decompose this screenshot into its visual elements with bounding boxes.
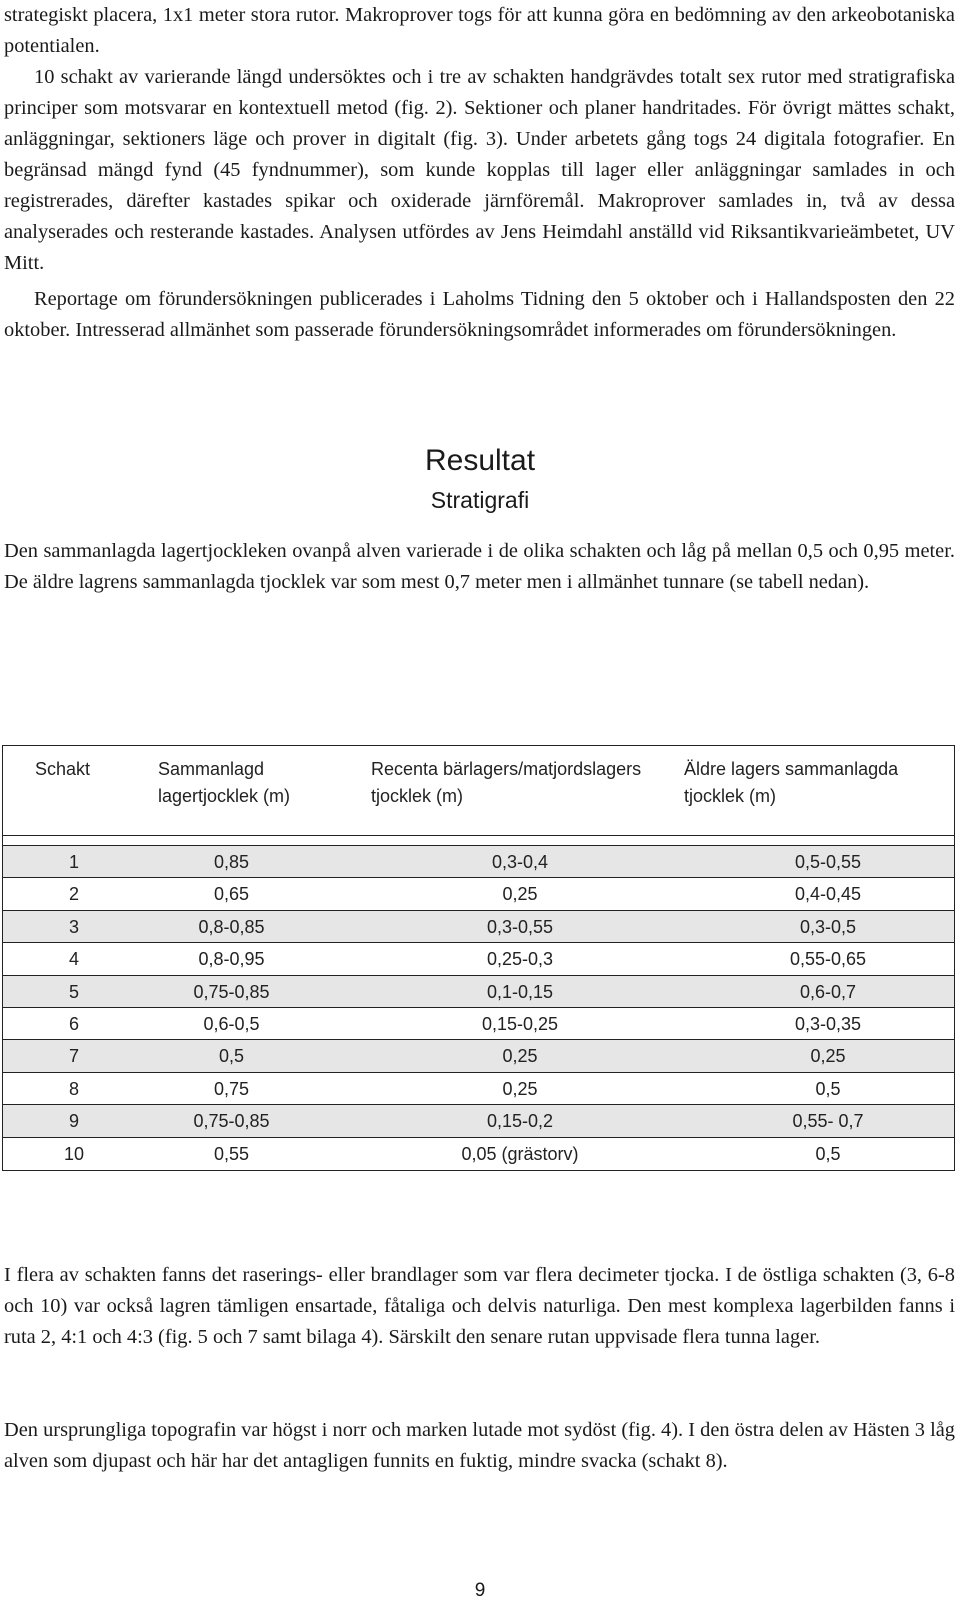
cell-schakt: 9	[68, 1111, 79, 1132]
cell-schakt: 4	[68, 949, 79, 970]
cell-schakt: 8	[68, 1078, 79, 1099]
stratigraphy-table	[2, 745, 955, 1171]
table-row	[3, 1072, 954, 1104]
cell-total-thickness: 0,5	[218, 1046, 245, 1067]
cell-schakt: 1	[68, 852, 79, 872]
table-row	[3, 910, 954, 942]
body-paragraph: strategiskt placera, 1x1 meter stora rutor. Makroprover togs för att kunna göra en bedömning av den arkeobotaniska potentialen.	[4, 4, 955, 57]
cell-older-layers: 0,25	[810, 1046, 846, 1067]
body-paragraph: Den ursprungliga topografin var högst i norr och marken lutade mot sydöst (fig. 4). I den östra delen av Hästen 3 låg alven som djupast och här har det antagligen funnits en fuktig, mindre svacka (schakt 8).	[4, 1419, 955, 1472]
cell-schakt: 10	[63, 1143, 85, 1164]
cell-total-thickness: 0,8-0,85	[198, 916, 265, 937]
table-row	[3, 845, 954, 877]
cell-recent-layers: 0,15-0,2	[486, 1111, 554, 1132]
section-title: Resultat	[424, 444, 536, 477]
cell-recent-layers: 0,25	[502, 884, 538, 905]
body-paragraph: 10 schakt av varierande längd undersöktes och i tre av schakten handgrävdes totalt sex rutor med stratigrafiska principer som motsvarar en kontextuell metod (fig. 2). Sektioner och planer handritades. För övrigt mättes schakt, anläggningar, sektioners läge och prover in digitalt (fig. 3). Under arbetets gång togs 24 digitala fotografier. En begränsad mängd fynd (45 fyndnummer), som kunde kopplas till lager eller anläggningar samlades in och registrerades, därefter kastades spikar och oxiderade järnföremål. Makroprover samlades in, två av dessa analyserades och resterande kastades. Analysen utfördes av Jens Heimdahl anställd vid Riksantikvarieämbetet, UV Mitt.	[4, 66, 955, 274]
table-row	[3, 942, 954, 974]
cell-recent-layers: 0,15-0,25	[481, 1013, 559, 1034]
cell-older-layers: 0,5	[815, 1078, 841, 1099]
table-row	[3, 877, 954, 909]
cell-recent-layers: 0,3-0,55	[486, 916, 554, 937]
body-paragraph: I flera av schakten fanns det raserings- eller brandlager som var flera decimeter tjocka. I de östliga schakten (3, 6-8 och 10) var också lagren tämligen ensartade, fåtaliga och delvis naturliga. Den mest komplexa lagerbilden fanns i ruta 2, 4:1 och 4:3 (fig. 5 och 7 samt bilaga 4). Särskilt den senare rutan uppvisade flera tunna lager.	[4, 1264, 955, 1348]
column-header-schakt: Schakt	[35, 759, 91, 779]
cell-older-layers: 0,55-0,65	[789, 949, 867, 970]
intro-paragraph: Den sammanlagda lagertjockleken ovanpå alven varierade i de olika schakten och låg på mellan 0,5 och 0,95 meter. De äldre lagrens sammanlagda tjocklek var som mest 0,7 meter men i allmänhet tunnare (se tabell nedan).	[4, 540, 955, 593]
cell-schakt: 2	[68, 884, 79, 905]
table-row	[3, 1039, 954, 1071]
cell-total-thickness: 0,6-0,5	[203, 1013, 260, 1034]
cell-total-thickness: 0,8-0,95	[198, 949, 265, 970]
table-row	[3, 975, 954, 1007]
table-body	[3, 845, 954, 1169]
cell-recent-layers: 0,3-0,4	[491, 852, 549, 872]
cell-older-layers: 0,3-0,5	[799, 916, 857, 937]
table-row	[3, 1137, 954, 1169]
cell-total-thickness: 0,75-0,85	[193, 981, 270, 1002]
cell-older-layers: 0,55- 0,7	[792, 1111, 864, 1132]
cell-recent-layers: 0,25	[502, 1046, 538, 1067]
column-header-total-thickness: Sammanlagd lagertjocklek (m)	[158, 759, 291, 806]
subsection-title: Stratigrafi	[430, 487, 530, 513]
cell-recent-layers: 0,25-0,3	[486, 949, 554, 970]
cell-total-thickness: 0,65	[213, 884, 250, 905]
cell-recent-layers: 0,25	[502, 1078, 538, 1099]
body-paragraph: Reportage om förundersökningen publicerades i Laholms Tidning den 5 oktober och i Hallandsposten den 22 oktober. Intresserad allmänhet som passerade förundersökningsområdet informerades om förundersökningen.	[4, 288, 955, 341]
cell-older-layers: 0,4-0,45	[794, 884, 862, 905]
table-header	[3, 746, 954, 836]
cell-recent-layers: 0,1-0,15	[486, 981, 554, 1002]
cell-total-thickness: 0,75	[213, 1078, 250, 1099]
cell-schakt: 6	[68, 1013, 79, 1034]
cell-older-layers: 0,6-0,7	[799, 981, 857, 1002]
column-header-recent-layers: Recenta bärlagers/matjordslagers tjocklek (m)	[371, 759, 642, 806]
cell-older-layers: 0,3-0,35	[794, 1013, 862, 1034]
cell-schakt: 5	[68, 981, 79, 1002]
table-row	[3, 1104, 954, 1136]
cell-total-thickness: 0,85	[213, 852, 250, 872]
column-header-older-layers: Äldre lagers sammanlagda tjocklek (m)	[684, 759, 899, 806]
table-row	[3, 1007, 954, 1039]
cell-schakt: 3	[68, 916, 79, 937]
cell-older-layers: 0,5-0,55	[794, 852, 862, 872]
cell-total-thickness: 0,55	[213, 1143, 250, 1164]
cell-older-layers: 0,5	[815, 1143, 841, 1164]
cell-recent-layers: 0,05 (grästorv)	[461, 1143, 579, 1164]
page-number: 9	[474, 1580, 486, 1601]
cell-total-thickness: 0,75-0,85	[193, 1111, 270, 1132]
cell-schakt: 7	[68, 1046, 79, 1067]
